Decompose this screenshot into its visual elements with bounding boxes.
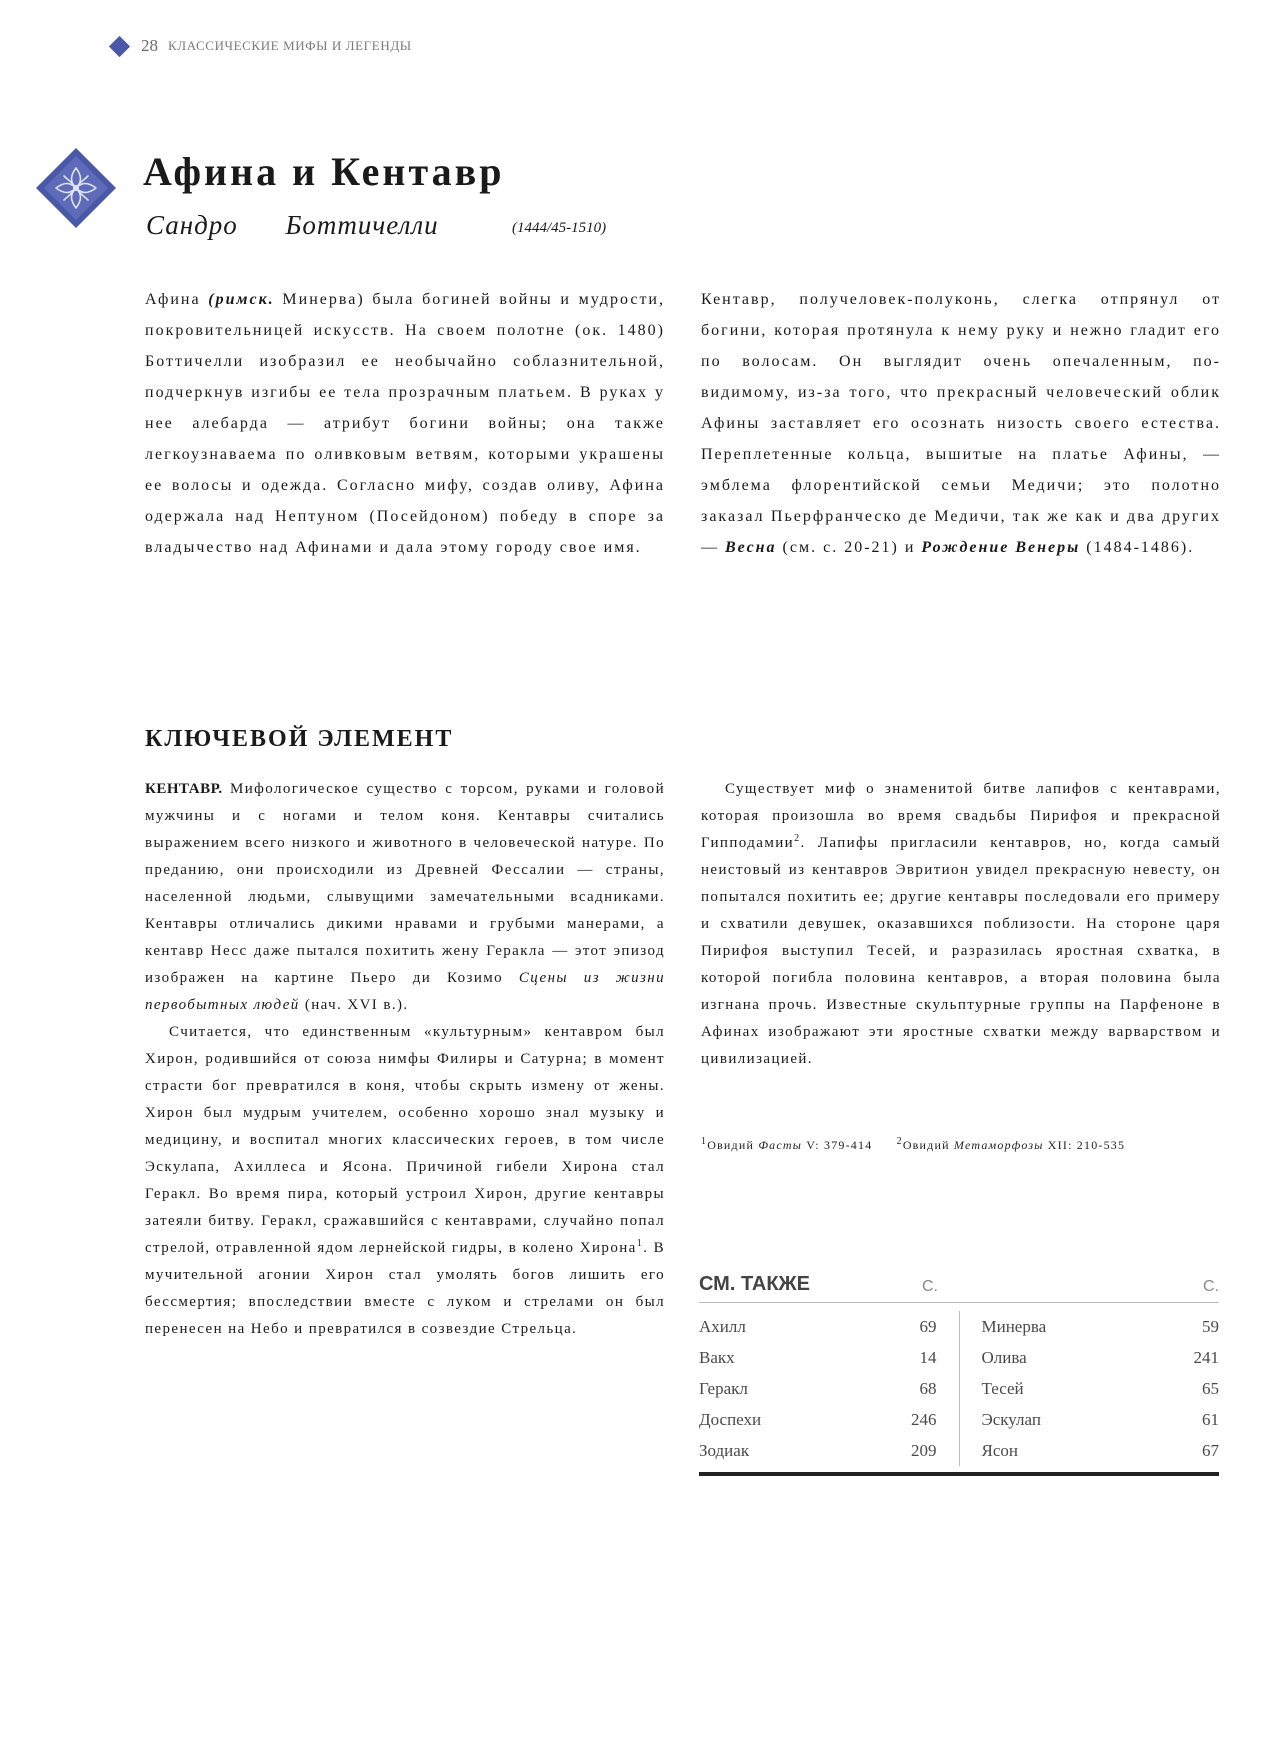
footnote-2: $^2$Овидий Метаморфозы XII: 210-535 [896,1136,1126,1152]
entry-name: Вакх [699,1347,735,1367]
page-column-label: С. [922,1278,938,1295]
artist-name: Сандро Боттичелли [146,210,439,240]
page-column-label: С. [1203,1278,1219,1295]
section-heading: КЛЮЧЕВОЙ ЭЛЕМЕНТ [145,726,454,752]
entry-name: Тесей [981,1378,1024,1398]
entry-name: Ясон [981,1440,1018,1460]
article-title: Афина и Кентавр [143,149,505,194]
running-header [112,34,412,58]
key-element-right-column [701,776,1221,1073]
entry-page: 68 [919,1378,937,1398]
entry-name: Геракл [699,1378,748,1398]
see-also-entry [982,1404,1220,1435]
see-also-header [699,1262,1219,1303]
see-also-entry [699,1373,937,1404]
see-also-entry [699,1311,937,1342]
entry-page: 59 [1202,1316,1219,1336]
see-also-right-column [960,1311,1220,1466]
see-also-entry [699,1404,937,1435]
see-also-bottom-rule [699,1472,1219,1476]
entry-name: Олива [981,1347,1027,1367]
see-also-box [699,1262,1219,1476]
lapiths-paragraph: Существует миф о знаменитой битве лапифов с кентаврами, которая произошла во время свадьбы Пирифоя и прекрасной Гипподамии$^2$. Лапифы пригласили кентавров, но, когда самый неистовый из кентавров Эвритион увидел прекрасную невесту, он попытался похитить ее; другие кентавры последовали его примеру и схватили девушек, оказавшихся поблизости. На стороне царя Пирифоя выступил Тесей, и разразилась яростная схватка, в которой погибла половина кентавров, а вторая половина была изгнана прочь. Известные скульптурные группы на Парфеноне в Афинах изображают эти яростные схватки между варварством и цивилизацией. [701,781,1221,1067]
entry-page: 14 [919,1347,937,1367]
entry-page: 61 [1202,1409,1219,1429]
footnotes [701,1138,1221,1153]
floral-emblem-icon [34,146,118,230]
entry-name: Доспехи [699,1409,762,1429]
diamond-bullet-icon [109,35,130,56]
see-also-entry [699,1342,937,1373]
intro-right-paragraph: Кентавр, получеловек-полуконь, слегка отпрянул от богини, которая протянула к нему руку и нежно гладит его по волосам. Он выглядит очень опечаленным, по-видимому, из-за того, что прекрасный человеческий облик Афины заставляет его осознать низость своего естества. Переплетенные кольца, вышитые на платье Афины, — эмблема флорентийской семьи Медичи; это полотно заказал Пьерфранческо де Медичи, так же как и два других — Весна (см. с. 20-21) и Рождение Венеры (1484-1486). [701,291,1221,556]
key-element-left-column [145,776,665,1343]
see-also-left-column [699,1311,960,1466]
entry-page: 246 [911,1409,937,1429]
see-also-title: СМ. ТАКЖЕ [699,1273,810,1295]
artist-dates: (1444/45-1510) [512,220,607,236]
entry-page: 209 [911,1440,937,1460]
running-title: КЛАССИЧЕСКИЕ МИФЫ И ЛЕГЕНДЫ [168,38,412,53]
see-also-entry [982,1311,1220,1342]
intro-left-paragraph: Афина (римск. Минерва) была богиней войны и мудрости, покровительницей искусств. На своем полотне (ок. 1480) Боттичелли изобразил ее необычайно соблазнительной, подчеркнув изгибы ее тела прозрачным платьем. В руках у нее алебарда — атрибут богини войны; она также легкоузнаваема по оливковым ветвям, которыми украшены ее волосы и одежда. Согласно мифу, создав оливу, Афина одержала над Нептуном (Посейдоном) победу в споре за владычество над Афинами и дала этому городу свое имя. [145,291,665,556]
see-also-entry [699,1435,937,1466]
centaur-definition-paragraph: КЕНТАВР. Мифологическое существо с торсом, руками и головой мужчины и с ногами и телом коня. Кентавры считались выражением всего низкого и животного в человеческой натуре. По преданию, они происходили из Древней Фессалии — страны, населенной людьми, слывущими замечательными всадниками. Кентавры отличались дикими нравами и грубыми манерами, а кентавр Несс даже пытался похитить жену Геракла — этот эпизод изображен на картине Пьеро ди Козимо Сцены из жизни первобытных людей (нач. XVI в.). [145,781,665,1013]
entry-name: Эскулап [981,1409,1041,1429]
entry-page: 69 [919,1316,937,1336]
see-also-entry [982,1435,1220,1466]
entry-name: Зодиак [699,1440,750,1460]
entry-page: 65 [1202,1378,1219,1398]
footnote-1: $^1$Овидий Фасты V: 379-414 [701,1136,873,1152]
see-also-entry [982,1373,1220,1404]
entry-name: Ахилл [699,1316,746,1336]
see-also-entry [982,1342,1220,1373]
entry-page: 67 [1202,1440,1219,1460]
entry-name: Минерва [981,1316,1047,1336]
entry-page: 241 [1193,1347,1219,1367]
chiron-paragraph: Считается, что единственным «культурным» кентавром был Хирон, родившийся от союза нимфы Филиры и Сатурна; в момент страсти бог превратился в коня, чтобы скрыть измену от жены. Хирон был мудрым учителем, особенно хорошо знал музыку и медицину, и воспитал многих классических героев, в том числе Эскулапа, Ахиллеса и Ясона. Причиной гибели Хирона стал Геракл. Во время пира, который устроил Хирон, другие кентавры затеяли битву. Геракл, сражавшийся с кентаврами, случайно попал стрелой, отравленной ядом лернейской гидры, в колено Хирона$^1$. В мучительной агонии Хирон стал умолять богов лишить его бессмертия; впоследствии вместе с луком и стрелами он был перенесен на Небо и превратился в созвездие Стрельца. [145,1024,665,1337]
page-number: 28 [141,36,158,55]
